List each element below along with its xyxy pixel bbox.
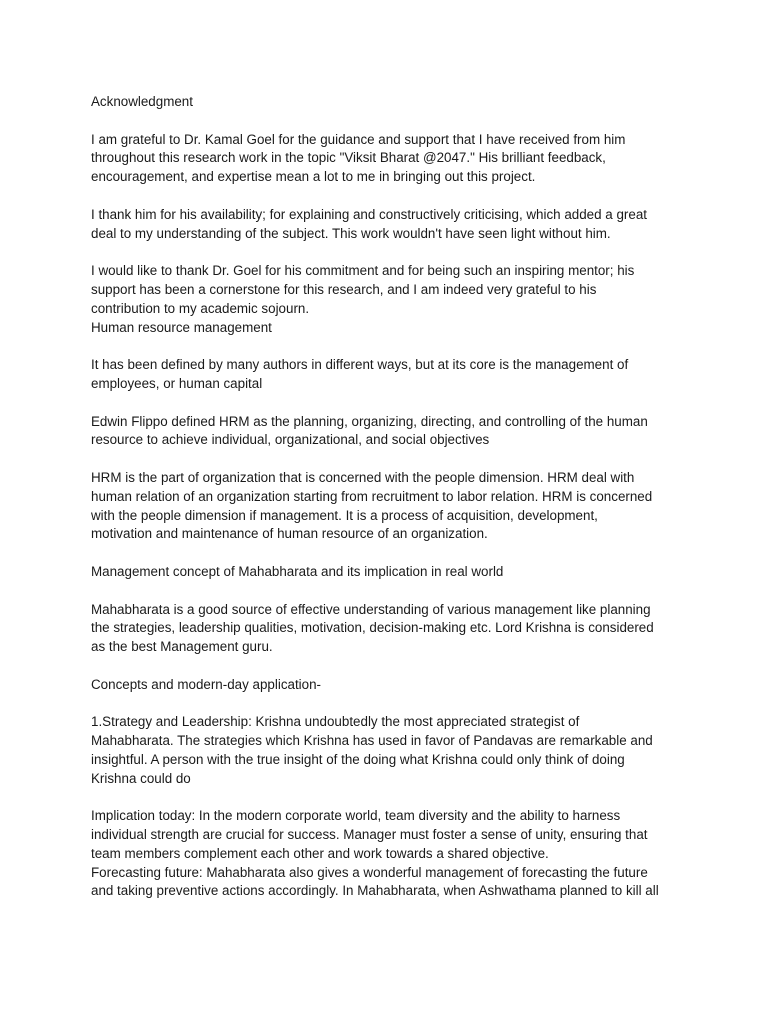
blank-line (91, 112, 691, 131)
text-line: insightful. A person with the true insight of the doing what Krishna could only think of doing (91, 751, 625, 767)
text-line: 1.Strategy and Leadership: Krishna undoubtedly the most appreciated strategist of (91, 714, 580, 730)
text-line: motivation and maintenance of human resource of an organization. (91, 526, 488, 542)
text-line: Human resource management (91, 319, 272, 335)
text-line: support has been a cornerstone for this research, and I am indeed very grateful to his (91, 281, 597, 297)
blank-line (91, 187, 691, 206)
text-line: contribution to my academic sojourn. (91, 300, 310, 316)
text-line: Implication today: In the modern corporate world, team diversity and the ability to harness (91, 808, 621, 824)
text-line: employees, or human capital (91, 375, 263, 391)
text-line: human relation of an organization starting from recruitment to labor relation. HRM is concerned (91, 488, 653, 504)
blank-line (91, 788, 691, 807)
text-line: deal to my understanding of the subject. This work wouldn't have seen light without him. (91, 225, 611, 241)
blank-line (91, 394, 691, 413)
text-line: team members complement each other and work towards a shared objective. (91, 845, 549, 861)
text-line: Edwin Flippo defined HRM as the planning, organizing, directing, and controlling of the human (91, 413, 648, 429)
blank-line (91, 337, 691, 356)
document-body (91, 93, 691, 901)
text-line: as the best Management guru. (91, 639, 273, 655)
text-line: and taking preventive actions accordingly. In Mahabharata, when Ashwathama planned to kill all (91, 883, 659, 899)
text-line: individual strength are crucial for success. Manager must foster a sense of unity, ensuring that (91, 827, 648, 843)
blank-line (91, 544, 691, 563)
text-line: the strategies, leadership qualities, motivation, decision-making etc. Lord Krishna is considered (91, 620, 654, 636)
text-line: Concepts and modern-day application- (91, 676, 322, 692)
blank-line (91, 450, 691, 469)
blank-line (91, 582, 691, 601)
text-line: Krishna could do (91, 770, 191, 786)
text-line: resource to achieve individual, organizational, and social objectives (91, 432, 490, 448)
text-line: Forecasting future: Mahabharata also gives a wonderful management of forecasting the future (91, 864, 648, 880)
text-line: encouragement, and expertise mean a lot to me in bringing out this project. (91, 169, 536, 185)
blank-line (91, 243, 691, 262)
text-line: It has been defined by many authors in different ways, but at its core is the management of (91, 357, 629, 373)
text-line: with the people dimension if management. It is a process of acquisition, development, (91, 507, 598, 523)
text-line: HRM is the part of organization that is concerned with the people dimension. HRM deal with (91, 469, 635, 485)
text-line: Management concept of Mahabharata and its implication in real world (91, 563, 504, 579)
text-line: Acknowledgment (91, 94, 193, 109)
text-line: Mahabharata. The strategies which Krishna has used in favor of Pandavas are remarkable and (91, 733, 653, 749)
text-line: I am grateful to Dr. Kamal Goel for the guidance and support that I have received from him (91, 131, 626, 147)
text-line: I thank him for his availability; for explaining and constructively criticising, which added a great (91, 206, 647, 222)
text-line: throughout this research work in the topic "Viksit Bharat @2047." His brilliant feedback, (91, 150, 606, 166)
text-line: I would like to thank Dr. Goel for his commitment and for being such an inspiring mentor; his (91, 263, 635, 279)
text-line: Mahabharata is a good source of effective understanding of various management like planning (91, 601, 651, 617)
blank-line (91, 695, 691, 714)
blank-line (91, 657, 691, 676)
